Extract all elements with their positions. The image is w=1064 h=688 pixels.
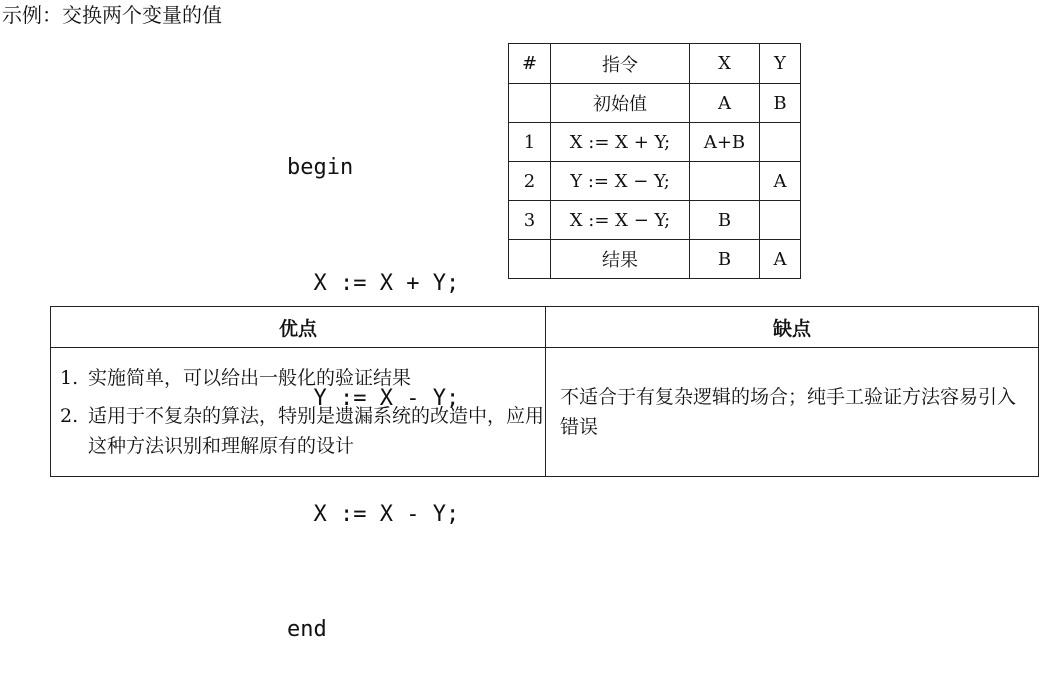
trace-cell: B — [690, 240, 760, 279]
cons-text: 不适合于有复杂逻辑的场合；纯手工验证方法容易引入错误 — [560, 386, 1017, 438]
pros-list — [51, 363, 545, 461]
trace-cell: X := X − Y; — [551, 201, 690, 240]
trace-cell: 结果 — [551, 240, 690, 279]
code-line: begin — [287, 155, 354, 180]
trace-cell: X := X + Y; — [551, 123, 690, 162]
trace-table — [508, 43, 801, 279]
code-line: end — [287, 617, 327, 642]
trace-header-instruction: 指令 — [551, 44, 690, 84]
trace-row — [509, 123, 801, 162]
pros-item-text: 适用于不复杂的算法，特别是遗漏系统的改造中，应用这种方法识别和理解原有的设计 — [88, 405, 545, 457]
trace-header-row — [509, 44, 801, 84]
pros-header: 优点 — [51, 307, 546, 348]
code-line: X := X - Y; — [287, 501, 460, 527]
trace-cell: A — [760, 240, 801, 279]
trace-cell — [760, 201, 801, 240]
trace-cell: B — [690, 201, 760, 240]
trace-cell: A+B — [690, 123, 760, 162]
trace-cell — [760, 123, 801, 162]
trace-header-step: # — [509, 44, 551, 84]
trace-cell — [690, 162, 760, 201]
trace-header-x: X — [690, 44, 760, 84]
code-line: Y := X - Y; — [287, 386, 460, 411]
page-title: 示例：交换两个变量的值 — [2, 3, 222, 27]
cons-cell — [546, 348, 1039, 477]
pros-item — [60, 401, 545, 461]
trace-cell — [509, 84, 551, 123]
trace-cell — [509, 240, 551, 279]
trace-cell: B — [760, 84, 801, 123]
pros-cons-header-row — [51, 307, 1039, 348]
code-line: X := X + Y; — [287, 270, 460, 296]
trace-header-y: Y — [760, 44, 801, 84]
pros-cell — [51, 348, 546, 477]
trace-cell: A — [690, 84, 760, 123]
trace-cell: 3 — [509, 201, 551, 240]
pros-cons-table — [50, 306, 1039, 477]
trace-row — [509, 84, 801, 123]
trace-cell: A — [760, 162, 801, 201]
pros-cons-body-row — [51, 348, 1039, 477]
pros-item-text: 实施简单，可以给出一般化的验证结果 — [88, 367, 412, 389]
pros-item — [60, 363, 545, 393]
trace-cell: Y := X − Y; — [551, 162, 690, 201]
pros-item-number: 1. — [60, 367, 79, 389]
pros-item-number: 2. — [60, 405, 79, 427]
trace-row — [509, 162, 801, 201]
trace-row — [509, 240, 801, 279]
trace-row — [509, 201, 801, 240]
cons-header: 缺点 — [546, 307, 1039, 348]
trace-cell: 2 — [509, 162, 551, 201]
trace-cell: 1 — [509, 123, 551, 162]
trace-cell: 初始值 — [551, 84, 690, 123]
